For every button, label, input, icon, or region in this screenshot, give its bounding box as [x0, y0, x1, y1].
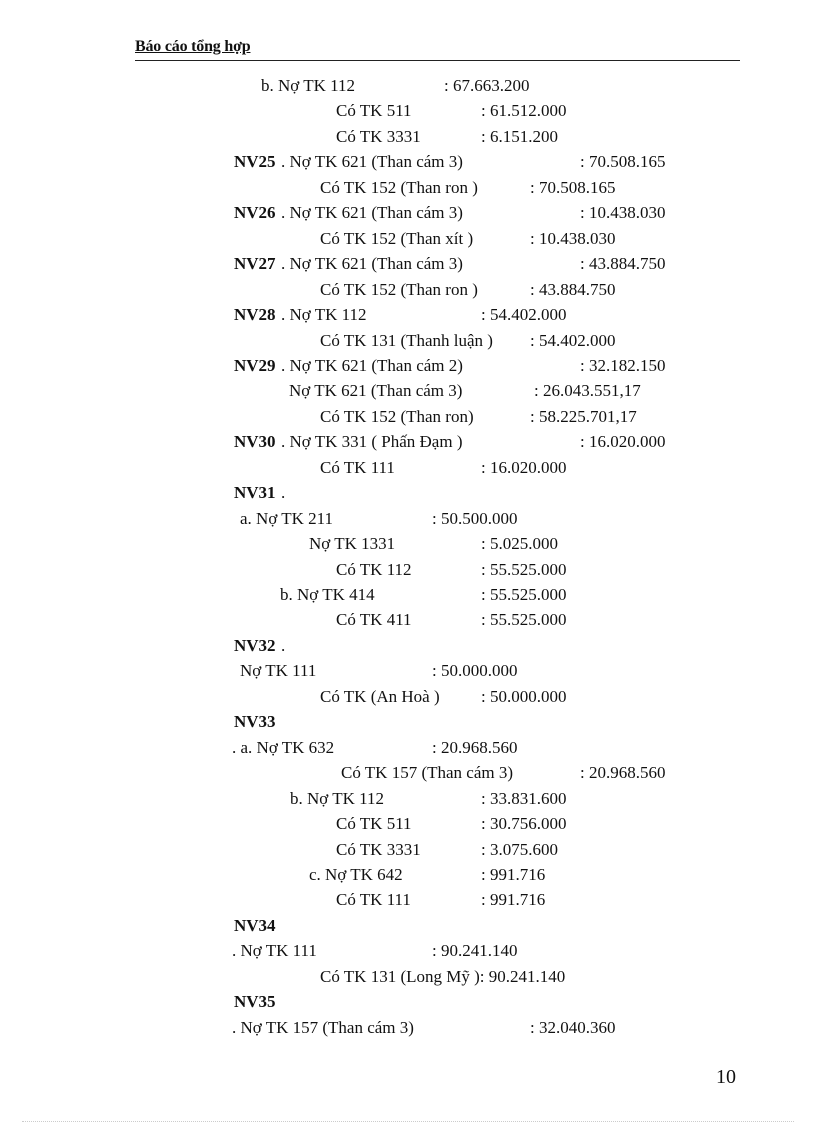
entry-account: Có TK 411: [336, 610, 412, 630]
entry-line: [0, 534, 816, 560]
entry-amount: : 30.756.000: [481, 814, 567, 834]
entry-code: NV34: [234, 915, 276, 935]
entry-account: Nợ TK 111: [240, 661, 317, 681]
entry-line: [0, 509, 816, 535]
entry-amount: : 67.663.200: [444, 76, 530, 95]
entry-amount: : 58.225.701,17: [530, 406, 637, 426]
entry-amount: : 5.025.000: [481, 534, 558, 554]
entry-line: [0, 610, 816, 636]
entry-account: a. Nợ TK 211: [240, 508, 334, 528]
entry-code: NV29: [234, 355, 276, 375]
entry-amount: : 991.716: [481, 864, 546, 884]
entry-line: [0, 381, 816, 407]
page-header: [135, 38, 740, 61]
entry-line: [0, 1018, 816, 1044]
entry-amount: : 16.020.000: [580, 432, 666, 452]
entry-account: Có TK 111: [320, 457, 395, 477]
entry-line: [0, 865, 816, 891]
entry-line: [0, 890, 816, 916]
entry-amount: .: [281, 483, 286, 503]
entry-code: NV25: [234, 152, 276, 172]
entry-line: [0, 280, 816, 306]
entry-line: [0, 585, 816, 611]
entry-amount: : 10.438.030: [580, 203, 666, 223]
entry-code: NV27: [234, 254, 276, 274]
entry-code: NV28: [234, 305, 276, 325]
entry-account: b. Nợ TK 112: [261, 76, 355, 95]
entry-account: . Nợ TK 621 (Than cám 3): [281, 254, 463, 274]
entry-account: Có TK 3331: [336, 126, 421, 146]
entry-code: NV33: [234, 712, 276, 732]
entry-line: [0, 814, 816, 840]
entry-amount: : 32.182.150: [580, 355, 666, 375]
entry-amount: : 33.831.600: [481, 788, 567, 808]
header-title: Báo cáo tổng hợp: [135, 38, 251, 55]
entry-account: . Nợ TK 621 (Than cám 3): [281, 152, 463, 172]
entry-account: Có TK 3331: [336, 839, 421, 859]
entry-line: [0, 560, 816, 586]
entry-amount: : 55.525.000: [481, 585, 567, 604]
entry-account: . Nợ TK 157 (Than cám 3): [232, 1017, 414, 1037]
page-bottom-rule: [22, 1121, 794, 1122]
entry-account: Có TK (An Hoà ): [320, 686, 440, 706]
entry-account: . Nợ TK 111: [232, 941, 317, 961]
entry-line: [0, 305, 816, 331]
entry-account: Nợ TK 621 (Than cám 3): [289, 381, 463, 401]
entry-amount: : 20.968.560: [580, 763, 666, 783]
entry-line: [0, 101, 816, 127]
entry-line: [0, 229, 816, 255]
entry-line: [0, 840, 816, 866]
entry-account: Có TK 152 (Than ron ): [320, 177, 478, 197]
entry-line: [0, 789, 816, 815]
entry-amount: .: [281, 635, 286, 655]
entry-line: [0, 763, 816, 789]
entry-amount: : 54.402.000: [530, 330, 616, 350]
entry-line: [0, 203, 816, 229]
entry-code: NV30: [234, 432, 276, 452]
entry-amount: : 61.512.000: [481, 101, 567, 121]
entry-account: b. Nợ TK 414: [280, 585, 375, 604]
entry-line: [0, 356, 816, 382]
entry-line: [0, 916, 816, 942]
entry-amount: : 6.151.200: [481, 126, 558, 146]
entry-amount: : 54.402.000: [481, 305, 567, 325]
entry-amount: : 43.884.750: [580, 254, 666, 274]
entry-account: . a. Nợ TK 632: [232, 737, 335, 757]
entry-account: Có TK 112: [336, 559, 412, 579]
entry-line: [0, 152, 816, 178]
entry-account: Có TK 111: [336, 890, 411, 910]
entry-amount: : 20.968.560: [432, 737, 518, 757]
entry-amount: : 50.000.000: [481, 686, 567, 706]
entry-account: . Nợ TK 621 (Than cám 3): [281, 203, 463, 223]
entry-code: NV35: [234, 992, 276, 1012]
entry-line: [0, 992, 816, 1018]
entry-line: [0, 661, 816, 687]
entry-account: Có TK 152 (Than xít ): [320, 228, 474, 248]
entry-line: [0, 636, 816, 662]
entry-account: Nợ TK 1331: [309, 534, 396, 554]
entry-amount: : 991.716: [481, 890, 546, 910]
entry-line: [0, 483, 816, 509]
entry-account: Có TK 511: [336, 101, 412, 121]
entry-line: [0, 178, 816, 204]
entry-code: NV31: [234, 483, 276, 503]
entry-code: NV32: [234, 635, 276, 655]
entry-account: . Nợ TK 331 ( Phấn Đạm ): [281, 432, 463, 452]
entry-line: [0, 687, 816, 713]
page-number: 10: [716, 1066, 736, 1088]
entry-amount: : 10.438.030: [530, 228, 616, 248]
entry-account: . Nợ TK 621 (Than cám 2): [281, 355, 463, 375]
entry-line: [0, 941, 816, 967]
entry-amount: : 3.075.600: [481, 839, 558, 859]
entry-amount: : 50.500.000: [432, 508, 518, 528]
entry-account: c. Nợ TK 642: [309, 864, 403, 884]
entry-amount: : 55.525.000: [481, 610, 567, 630]
entry-line: [0, 738, 816, 764]
entry-line: [0, 407, 816, 433]
entry-amount: : 32.040.360: [530, 1017, 616, 1037]
entry-line: [0, 76, 816, 102]
entry-line: [0, 254, 816, 280]
entry-line: [0, 458, 816, 484]
entry-account: Có TK 131 (Long Mỹ ): 90.241.140: [320, 966, 566, 986]
entry-amount: : 70.508.165: [580, 152, 666, 172]
entry-amount: : 55.525.000: [481, 559, 567, 579]
entry-account: . Nợ TK 112: [281, 305, 367, 325]
entry-code: NV26: [234, 203, 276, 223]
entry-amount: : 26.043.551,17: [534, 381, 641, 401]
entry-amount: : 16.020.000: [481, 457, 567, 477]
entry-line: [0, 712, 816, 738]
entry-line: [0, 432, 816, 458]
entry-account: Có TK 131 (Thanh luận ): [320, 330, 493, 350]
entry-amount: : 90.241.140: [432, 941, 518, 961]
entry-account: Có TK 152 (Than ron): [320, 406, 474, 426]
entry-line: [0, 967, 816, 993]
entry-amount: : 70.508.165: [530, 177, 616, 197]
entry-amount: : 43.884.750: [530, 279, 616, 299]
entry-account: Có TK 157 (Than cám 3): [341, 763, 514, 783]
entry-account: Có TK 152 (Than ron ): [320, 279, 478, 299]
entry-account: Có TK 511: [336, 814, 412, 834]
entry-line: [0, 331, 816, 357]
entry-line: [0, 127, 816, 153]
entry-amount: : 50.000.000: [432, 661, 518, 681]
entry-account: b. Nợ TK 112: [290, 788, 384, 808]
